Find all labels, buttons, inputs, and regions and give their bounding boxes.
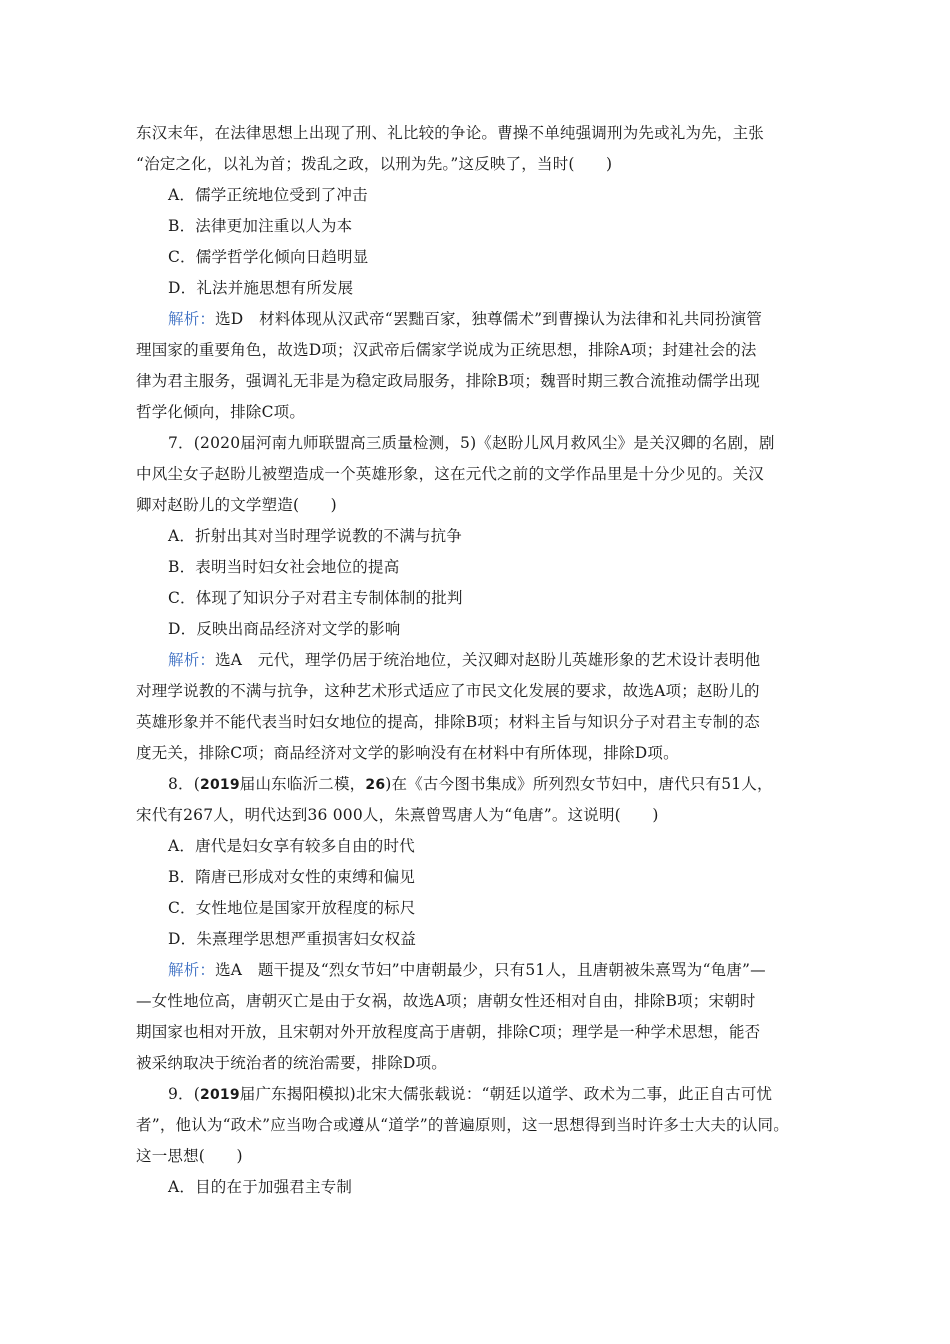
document-page: [136, 118, 816, 1203]
question-stem-line: 中风尘女子赵盼儿被塑造成一个英雄形象，这在元代之前的文学作品里是十分少见的。关汉: [136, 465, 765, 483]
question-stem-line: 东汉末年，在法律思想上出现了刑、礼比较的争论。曹操不单纯强调刑为先或礼为先，主张: [136, 124, 765, 142]
question-stem-line: 宋代有267人，明代达到36 000人，朱熹曾骂唐人为“龟唐”。这说明( ): [136, 806, 659, 824]
option-a: A．唐代是妇女享有较多自由的时代: [168, 837, 415, 855]
stem-tail: )在《古今图书集成》所列烈女节妇中，唐代只有51人，: [385, 775, 773, 793]
option-a: A．目的在于加强君主专制: [168, 1178, 353, 1196]
option-c: C．女性地位是国家开放程度的标尺: [168, 899, 416, 917]
option-a: A．儒学正统地位受到了冲击: [168, 186, 368, 204]
analysis-label: 解析：: [168, 651, 216, 669]
analysis-label: 解析：: [168, 310, 216, 328]
option-a: A．折射出其对当时理学说教的不满与抗争: [168, 527, 462, 545]
stem-mid: 届山东临沂二模，: [239, 775, 366, 793]
analysis-text: 选A 元代，理学仍居于统治地位，关汉卿对赵盼儿英雄形象的艺术设计表明他: [215, 651, 761, 669]
analysis-text: 选A 题干提及“烈女节妇”中唐朝最少，只有51人，且唐朝被朱熹骂为“龟唐”—: [215, 961, 766, 979]
analysis-line: —女性地位高，唐朝灭亡是由于女祸，故选A项；唐朝女性还相对自由，排除B项；宋朝时: [136, 992, 756, 1010]
analysis-line: [136, 304, 816, 335]
question-stem-line: 者”，他认为“政术”应当吻合或遵从“道学”的普遍原则，这一思想得到当时许多士大夫的认同。: [136, 1116, 789, 1134]
analysis-line: 理国家的重要角色，故选D项；汉武帝后儒家学说成为正统思想，排除A项；封建社会的法: [136, 341, 757, 359]
stem-year: 2019: [200, 1087, 240, 1103]
question-7: [136, 428, 816, 769]
analysis-line: [136, 955, 816, 986]
analysis-line: 英雄形象并不能代表当时妇女地位的提高，排除B项；材料主旨与知识分子对君主专制的态: [136, 713, 760, 731]
question-9: [136, 1079, 816, 1203]
option-d: D．朱熹理学思想严重损害妇女权益: [168, 930, 417, 948]
stem-prefix: 9．(: [168, 1085, 201, 1103]
analysis-label: 解析：: [168, 961, 216, 979]
analysis-line: 哲学化倾向，排除C项。: [136, 403, 306, 421]
analysis-line: 被采纳取决于统治者的统治需要，排除D项。: [136, 1054, 447, 1072]
question-stem-line: 卿对赵盼儿的文学塑造( ): [136, 496, 337, 514]
option-b: B．法律更加注重以人为本: [168, 217, 353, 235]
question-stem-line: “治定之化，以礼为首；拨乱之政，以刑为先。”这反映了，当时( ): [136, 155, 613, 173]
option-b: B．隋唐已形成对女性的束缚和偏见: [168, 868, 416, 886]
analysis-line: 对理学说教的不满与抗争，这种艺术形式适应了市民文化发展的要求，故选A项；赵盼儿的: [136, 682, 760, 700]
option-c: C．体现了知识分子对君主专制体制的批判: [168, 589, 463, 607]
analysis-line: 期国家也相对开放，且宋朝对外开放程度高于唐朝，排除C项；理学是一种学术思想，能否: [136, 1023, 761, 1041]
question-stem-line: 7．(2020届河南九师联盟高三质量检测，5)《赵盼儿风月救风尘》是关汉卿的名剧，剧: [168, 434, 775, 452]
analysis-line: [136, 645, 816, 676]
option-b: B．表明当时妇女社会地位的提高: [168, 558, 400, 576]
analysis-line: 律为君主服务，强调礼无非是为稳定政局服务，排除B项；魏晋时期三教合流推动儒学出现: [136, 372, 760, 390]
option-d: D．礼法并施思想有所发展: [168, 279, 354, 297]
stem-tail: 届广东揭阳模拟)北宋大儒张载说：“朝廷以道学、政术为二事，此正自古可忧: [239, 1085, 773, 1103]
stem-number: 26: [365, 777, 386, 793]
question-stem-line: [136, 769, 816, 800]
stem-year: 2019: [200, 777, 240, 793]
question-stem-line: 这一思想( ): [136, 1147, 243, 1165]
analysis-text: 选D 材料体现从汉武帝“罢黜百家，独尊儒术”到曹操认为法律和礼共同扮演管: [215, 310, 763, 328]
question-6: [136, 118, 816, 428]
question-stem-line: [136, 1079, 816, 1110]
analysis-line: 度无关，排除C项；商品经济对文学的影响没有在材料中有所体现，排除D项。: [136, 744, 679, 762]
question-8: [136, 769, 816, 1079]
option-d: D．反映出商品经济对文学的影响: [168, 620, 401, 638]
option-c: C．儒学哲学化倾向日趋明显: [168, 248, 369, 266]
stem-prefix: 8．(: [168, 775, 201, 793]
